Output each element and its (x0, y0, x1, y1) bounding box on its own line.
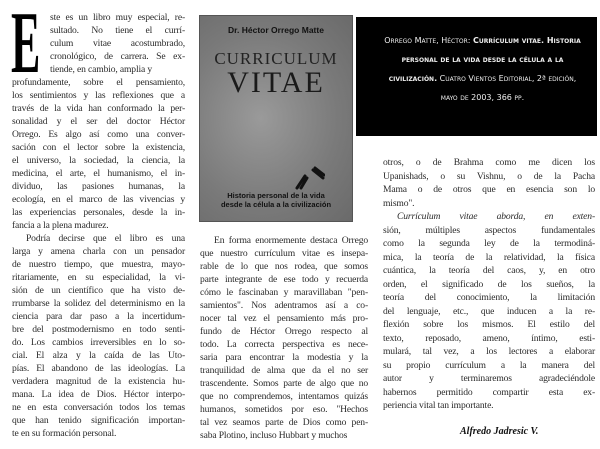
text-line: los sentimientos y las reflexiones que a (12, 90, 185, 101)
text-line: su propio currículum a la manera del (383, 359, 595, 371)
text-line: tiende, en cambio, amplia y (50, 64, 152, 75)
text-line: profundamente, sobre el pensamiento, (12, 77, 185, 88)
cover-subtitle-line2: desde la célula a la civilización (220, 200, 332, 209)
text-line: ciencia para dar paso a la incertidum- (12, 311, 185, 322)
text-line: Upanishads, o su Vishnu, o de la Pacha (383, 170, 595, 182)
text-line: saba Plotino, incluso Hubbart y muchos (200, 430, 348, 441)
text-line: otros, o de Brahma como me dicen los (383, 157, 595, 168)
text-line: periencia vital tan importante. (383, 400, 494, 411)
text-line: Podría decirse que el libro es una (26, 233, 185, 244)
text-line: mana. La idea de Dios. Héctor interpo- (12, 389, 185, 400)
text-line: Currículum vitae aborda, en exten- (397, 211, 595, 222)
text-line: sación con el lector sobre la existencia, (12, 142, 185, 153)
book-info-publisher: Cuatro Vientos Editorial, 2ª edición, mayo de 2003, 366 pp. (439, 74, 577, 102)
text-line: mulará, tal vez, a los lectores a elaborar (383, 346, 595, 357)
text-line: dividuo, las pasiones humanas, la (12, 181, 185, 192)
text-line: parte integrante de ese todo y recuerda (200, 274, 368, 285)
cover-subtitle (200, 191, 352, 209)
text-line: que no comprendemos, intentamos quizás (200, 391, 368, 402)
cover-title-line1: CURRICULUM (214, 49, 338, 68)
text-line: culum vitae acostumbrado, (50, 38, 185, 49)
text-line: Orrego. Es algo así como una conver- (12, 129, 185, 140)
text-line: rable de lo que nos rodea, que somos (200, 261, 368, 272)
text-line: medicina, el arte, el humanismo, el in- (12, 168, 185, 179)
text-line: te en su formación personal. (12, 428, 117, 439)
text-line: samientos". Nos adentramos así a co- (200, 300, 368, 311)
text-line: todo. La correcta perspectiva es nece- (200, 339, 368, 350)
column-2 (200, 234, 368, 442)
text-line: larga y amena charla con un pensador (12, 246, 185, 257)
text-line: Mama o de otros que en esencia son lo (383, 184, 595, 195)
text-line: fancia a la plena madurez. (12, 220, 109, 231)
text-line: como la segunda ley de la termodiná- (383, 238, 595, 249)
chromosome-illustration (295, 166, 325, 190)
text-line: fundo de Héctor Orrego respecto al (200, 326, 368, 337)
text-line: orden, el significado de los sueños, la (383, 278, 595, 290)
book-cover-image (199, 15, 353, 222)
text-line: cuántica, la teoría del caos, y, en otro (383, 265, 595, 276)
text-line: do. Los cambios irreversibles en lo so- (12, 337, 185, 348)
column-3 (383, 156, 595, 413)
column-1-intro (50, 11, 185, 76)
text-line: saria para encontrar la modestia y la (200, 352, 368, 363)
text-line: cial. El alza y la caída de las Uto- (12, 350, 185, 361)
text-line: pías. El abandono de las ideologías. La (12, 363, 185, 374)
text-line: del lenguaje, etc., que inducen a la re- (383, 305, 595, 317)
book-info-author: Orrego Matte, Héctor: (384, 36, 471, 45)
text-line: En forma enormemente destaca Orrego (214, 235, 368, 246)
text-line: trascendente. Somos parte de algo que no (200, 378, 368, 389)
text-line: verdadera magnitud de la existencia hu- (12, 376, 185, 387)
column-1-body (12, 76, 185, 232)
drop-cap: E (11, 0, 41, 92)
text-line: humanos, sometidos por eso. "Hechos (200, 404, 368, 415)
text-line: que nuestro currículum vitae es insepa- (200, 248, 368, 259)
text-line: través de la vida han conformado la per- (12, 103, 185, 114)
text-line: ritariamente, en su especialidad, la vi- (12, 272, 185, 283)
text-line: tranquilidad de alma que da el no ser (200, 365, 368, 376)
text-line: ne en esta conversación todos los temas (12, 402, 185, 413)
text-line: las experiencias personales, desde la in- (12, 207, 185, 218)
text-line: bre del postmodernismo en todo senti- (12, 324, 185, 335)
text-line: sonalidad y el ser del doctor Héctor (12, 116, 185, 127)
cover-author: Dr. Héctor Orrego Matte (228, 25, 324, 35)
cover-title-line2: VITAE (227, 66, 325, 99)
text-line: el universo, la sociedad, la ciencia, la (12, 155, 185, 166)
text-line: sión de un científico que ha visto de- (12, 285, 185, 296)
text-line: que han tenido significación importan- (12, 415, 185, 426)
text-line: de nuestro tiempo, que muestra, mayo- (12, 259, 185, 270)
column-1-paragraph-2 (12, 232, 185, 440)
text-line: autor y terminaremos agradeciéndole (383, 373, 595, 384)
text-line: ste es un libro muy especial, re- (50, 12, 185, 23)
text-line: cómo le fascinaban y maravillaban "pen- (200, 287, 368, 298)
text-line: texto, reposado, ameno, íntimo, esti- (383, 332, 595, 344)
text-line: mica, la teoría de la relatividad, la física (383, 251, 595, 263)
text-line: ecología, en el marco de las vivencias y (12, 194, 185, 205)
text-line: rrumbarse la solidez del determinismo en la (12, 298, 185, 309)
text-line: teoría del conocimiento, la limitación (383, 292, 595, 303)
book-info-box (356, 17, 597, 136)
text-line: tal vez seamos parte de Dios como pen- (200, 417, 368, 428)
author-signature: Alfredo Jadresic V. (460, 426, 539, 437)
text-line: sultado. No tiene el currí- (50, 25, 185, 36)
book-info-title: Currículum vitae. Historia personal de la vida desde la célula a la civilización. (388, 36, 581, 83)
text-line: sión, múltiples aspectos fundamentales (383, 224, 595, 236)
cover-subtitle-line1: Historia personal de la vida (227, 191, 325, 200)
text-line: habernos permitido compartir esta ex- (383, 386, 595, 398)
text-line: flexión sobre los mismos. El estilo del (383, 319, 595, 330)
text-line: nocer tal vez el pensamiento más pro- (200, 313, 368, 324)
text-line: mismo". (383, 197, 415, 209)
text-line: cronológico, de carrera. Se ex- (50, 51, 185, 62)
